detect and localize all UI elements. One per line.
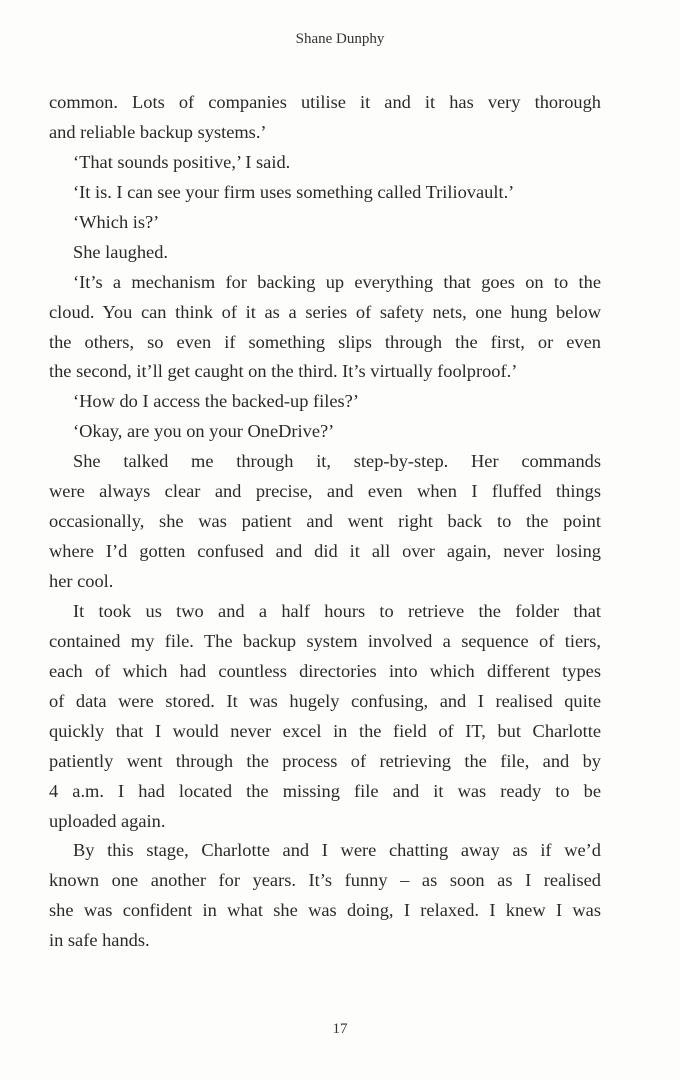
text-line: 4 a.m. I had located the missing file and it was ready to be — [49, 780, 601, 801]
text-line: her cool. — [49, 571, 114, 591]
text-line: uploaded again. — [49, 810, 166, 831]
text-line: were always clear and precise, and even when I fluffed things — [49, 481, 601, 502]
text-line: common. Lots of companies utilise it and it has very thorough — [49, 92, 601, 112]
text-line: where I’d gotten confused and did it all over again, never losing — [49, 541, 601, 562]
text-line: ‘It’s a mechanism for backing up everything that goes on to the — [73, 271, 601, 292]
text-line: quickly that I would never excel in the field of IT, but Charlotte — [49, 720, 601, 741]
body-text — [49, 88, 601, 956]
text-line: cloud. You can think of it as a series of safety nets, one hung below — [49, 301, 601, 322]
running-head: Shane Dunphy — [295, 31, 385, 47]
text-line: of data were stored. It was hugely confusing, and I realised quite — [49, 690, 601, 711]
text-line: each of which had countless directories into which different types — [49, 660, 601, 681]
text-line: occasionally, she was patient and went right back to the point — [49, 511, 601, 532]
text-line: the others, so even if something slips through the first, or even — [49, 331, 601, 352]
text-line: known one another for years. It’s funny – as soon as I realised — [49, 870, 601, 891]
text-line: She laughed. — [73, 241, 168, 262]
text-line: patiently went through the process of retrieving the file, and by — [49, 750, 601, 771]
text-line: ‘It is. I can see your firm uses something called Triliovault.’ — [73, 181, 515, 202]
text-line: in safe hands. — [49, 930, 150, 951]
text-line: ‘How do I access the backed-up files?’ — [73, 391, 359, 412]
text-line: It took us two and a half hours to retrieve the folder that — [73, 600, 601, 621]
text-line: She talked me through it, step-by-step. Her commands — [73, 451, 601, 472]
page-number: 17 — [332, 1021, 348, 1037]
text-line: the second, it’ll get caught on the third. It’s virtually foolproof.’ — [49, 361, 518, 382]
text-line: By this stage, Charlotte and I were chatting away as if we’d — [73, 840, 601, 861]
text-line: ‘That sounds positive,’ I said. — [73, 151, 291, 172]
text-line: ‘Okay, are you on your OneDrive?’ — [73, 421, 335, 442]
text-line: she was confident in what she was doing, I relaxed. I knew I was — [49, 900, 601, 921]
text-line: contained my file. The backup system involved a sequence of tiers, — [49, 630, 601, 651]
text-line: ‘Which is?’ — [73, 211, 160, 232]
text-line: and reliable backup systems.’ — [49, 121, 267, 142]
